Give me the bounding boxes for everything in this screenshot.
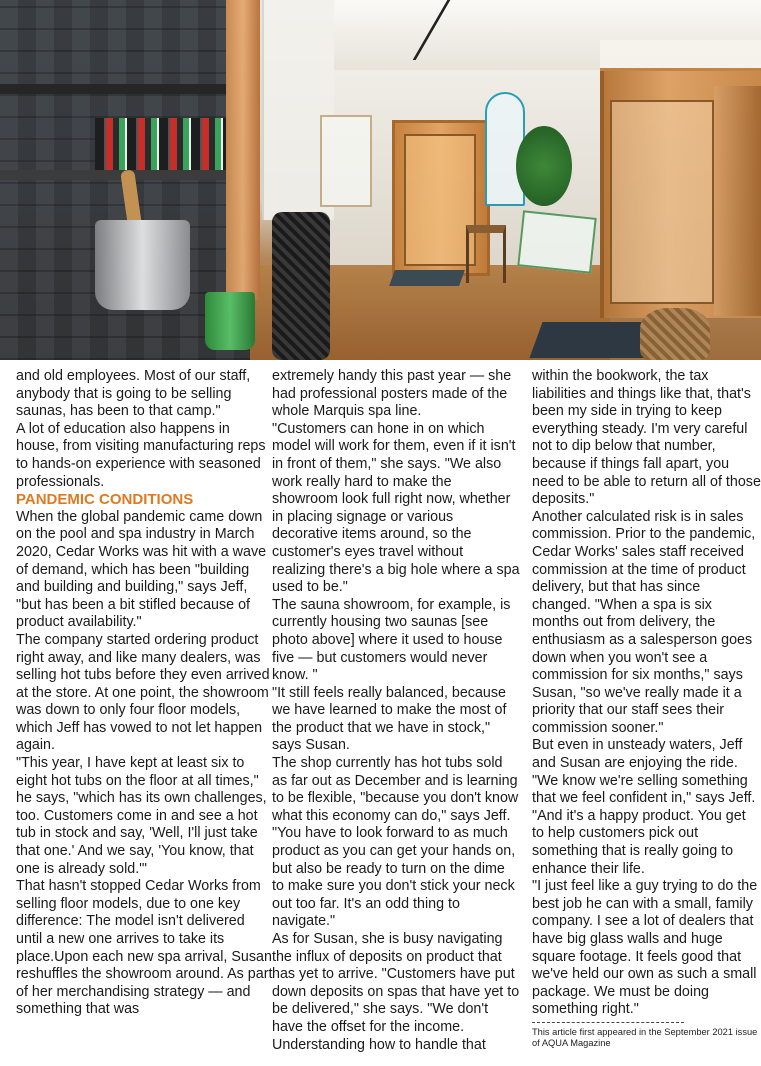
article-column-1 — [16, 368, 274, 1019]
paragraph: "Customers can hone in on which model will work for them, even if it isn't in front of them," she says. "We also work really hard to make the showroom look full right now, whether in placing signage or various decorative items around, so the customer's eyes travel without realizing there's a big hole where a spa used to be." — [272, 420, 520, 596]
paragraph: The sauna showroom, for example, is currently housing two saunas [see photo above] where it used to house five — but customers would never know. " — [272, 596, 511, 684]
footnote: This article first appeared in the September 2021 issue of AQUA Magazine — [532, 1026, 758, 1048]
section-heading: PANDEMIC CONDITIONS — [16, 491, 194, 509]
paragraph: When the global pandemic came down on the pool and spa industry in March 2020, Cedar Works was hit with a wave of demand, which has been "building and building and building," says Jeff, "but has been a bit stifled because of product availability." — [16, 508, 267, 631]
paragraph: "This year, I have kept at least six to eight hot tubs on the floor at all times," he says, "which has its own challenges, too. Customers come in and see a hot tub in stock and say, 'Well, I'll just take that one.' And we say, 'You know, that one is already sold.'" — [16, 755, 267, 877]
paragraph: But even in unsteady waters, Jeff and Susan are enjoying the ride. "We know we're selling something that we feel confident in," says Jeff. "And it's a happy product. You get to help customers pick out something that is really going to enhance their life. — [532, 737, 756, 877]
paragraph: "I just feel like a guy trying to do the best job he can with a small, family company. I see a lot of dealers that have big glass walls and huge square footage. It feels good that we've held our own as such a small package. We must be doing something right." — [532, 878, 758, 1018]
showroom-photo — [0, 0, 761, 360]
paragraph: and old employees. Most of our staff, anybody that is going to be selling saunas, has been to that camp." — [16, 368, 251, 420]
paragraph: The company started ordering product right away, and like many dealers, was selling hot tubs before they even arrived at the store. At one point, the showroom was down to only four floor models, which Jeff has vowed to not let happen again. — [16, 631, 270, 754]
paragraph: The shop currently has hot tubs sold as far out as December and is learning to be flexible, "because you don't know what this economy can do," says Jeff. "You have to look forward to as much product as you can get your hands on, but also be ready to turn on the dime to make sure you don't stick your neck out too far. It's an odd thing to navigate." — [272, 755, 519, 930]
footnote-divider — [532, 1022, 684, 1023]
article-column-3 — [532, 368, 761, 1049]
paragraph: Another calculated risk is in sales commission. Prior to the pandemic, Cedar Works' sales staff received commission at the time of product delivery, but that has since changed. "When a spa is six months out from delivery, the enthusiasm as a salesperson goes down when you won't see a commission for six months," says Susan, "so we've really made it a priority that our staff sees their commission sooner." — [532, 508, 756, 736]
paragraph: A lot of education also happens in house, from visiting manufacturing reps to hands-on experience with seasoned professionals. — [16, 420, 266, 490]
paragraph: As for Susan, she is busy navigating the influx of deposits on product that has yet to arrive. "Customers have put down deposits on spas that have yet to be delivered," she says. "We don't have the offset for the income. Understanding how to handle that — [272, 931, 520, 1053]
paragraph: extremely handy this past year — she had professional posters made of the whole Marquis spa line. — [272, 368, 512, 420]
paragraph: within the bookwork, the tax liabilities and things like that, that's been my side in trying to keep everything steady. I'm very careful not to dip below that number, because if things fall apart, you need to be able to return all of those deposits." — [532, 368, 761, 508]
paragraph: That hasn't stopped Cedar Works from selling floor models, due to one key difference: The model isn't delivered until a new one arrives to take its place.Upon each new spa arrival, Susan reshuffles the showroom around. As part of her merchandising strategy — and something that was — [16, 878, 273, 1018]
article-column-2 — [272, 368, 520, 1054]
paragraph: "It still feels really balanced, because we have learned to make the most of the product that we have in stock," says Susan. — [272, 684, 507, 754]
